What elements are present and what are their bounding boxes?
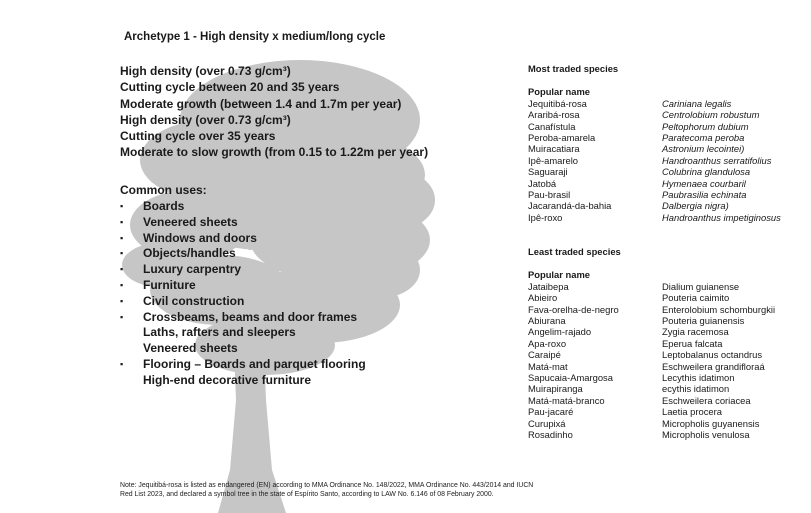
- scientific-name-cell: Enterolobium schomburgkii: [662, 303, 776, 315]
- characteristic-line: Cutting cycle between 20 and 35 years: [120, 80, 340, 95]
- scientific-name-cell: Dalbergia nigra): [662, 200, 729, 212]
- popular-name-cell: Ipê-amarelo: [528, 154, 579, 166]
- bullet-icon: ▪: [120, 295, 124, 306]
- scientific-name-cell: Micropholis venulosa: [662, 429, 750, 441]
- least-traded-species-section: [528, 246, 775, 441]
- species-row: [528, 326, 775, 337]
- scientific-name-cell: Centrolobium robustum: [662, 109, 760, 121]
- species-row: [528, 109, 781, 120]
- common-use-label: Flooring – Boards and parquet flooring: [143, 356, 366, 371]
- popular-name-cell: Jataibepa: [528, 280, 569, 292]
- popular-name-cell: Sapucaia-Amargosa: [528, 372, 613, 384]
- common-use-label: Civil construction: [143, 293, 245, 308]
- scientific-name-cell: Colubrina glandulosa: [662, 166, 751, 178]
- scientific-name-cell: Peltophorum dubium: [662, 120, 749, 132]
- species-row: [528, 121, 781, 132]
- popular-name-cell: Abieiro: [528, 292, 558, 304]
- common-use-item: [116, 373, 366, 389]
- species-row: [528, 315, 775, 326]
- common-use-item: [116, 262, 366, 278]
- common-use-label: Furniture: [143, 277, 196, 292]
- common-use-item: [116, 341, 366, 357]
- popular-name-cell: Angelim-rajado: [528, 326, 592, 338]
- scientific-name-cell: Handroanthus serratifolius: [662, 154, 772, 166]
- scientific-name-cell: Eschweilera coriacea: [662, 394, 751, 406]
- scientific-name-cell: Laetia procera: [662, 406, 722, 418]
- popular-name-cell: Muirapiranga: [528, 383, 583, 395]
- species-row: [528, 395, 775, 406]
- most-traded-species-section: [528, 63, 781, 223]
- scientific-name-cell: Paubrasilia echinata: [662, 189, 747, 201]
- scientific-name-cell: Paratecoma peroba: [662, 132, 745, 144]
- scientific-name-cell: Lecythis idatimon: [662, 372, 735, 384]
- species-row: [528, 292, 775, 303]
- common-use-label: Veneered sheets: [143, 214, 238, 229]
- popular-name-cell: Peroba-amarela: [528, 132, 596, 144]
- common-use-label: Laths, rafters and sleepers: [143, 325, 296, 340]
- popular-name-cell: Pau-jacaré: [528, 406, 574, 418]
- popular-name-cell: Jatobá: [528, 177, 557, 189]
- scientific-name-cell: Zygia racemosa: [662, 326, 729, 338]
- species-row: [528, 349, 775, 360]
- scientific-name-cell: Pouteria guianensis: [662, 315, 745, 327]
- popular-name-cell: Saguaraji: [528, 166, 568, 178]
- bullet-icon: ▪: [120, 279, 124, 290]
- characteristic-line: Cutting cycle over 35 years: [120, 129, 276, 144]
- popular-name-cell: Fava-orelha-de-negro: [528, 303, 619, 315]
- scientific-name-cell: Dialium guianense: [662, 280, 740, 292]
- species-row: [528, 372, 775, 383]
- characteristic-line: Moderate growth (between 1.4 and 1.7m per year): [120, 96, 402, 111]
- popular-name-cell: Muiracatiara: [528, 143, 580, 155]
- species-row: [528, 166, 781, 177]
- common-use-item: [116, 246, 366, 262]
- species-row: [528, 178, 781, 189]
- species-row: [528, 155, 781, 166]
- least-traded-table: [528, 281, 775, 441]
- common-use-item: [116, 278, 366, 294]
- most-traded-table: [528, 98, 781, 223]
- characteristic-line: Moderate to slow growth (from 0.15 to 1.22m per year): [120, 145, 429, 160]
- popular-name-cell: Ipê-roxo: [528, 211, 563, 223]
- species-row: [528, 338, 775, 349]
- popular-name-column-label: Popular name: [528, 269, 590, 281]
- species-row: [528, 361, 775, 372]
- scientific-name-cell: Astronium lecointei): [662, 143, 745, 155]
- species-row: [528, 132, 781, 143]
- popular-name-cell: Jequitibá-rosa: [528, 97, 587, 109]
- popular-name-cell: Matá-mat: [528, 360, 568, 372]
- most-traded-heading: Most traded species: [528, 63, 619, 74]
- common-uses-heading: Common uses:: [120, 183, 207, 197]
- common-use-item: [116, 294, 366, 310]
- common-use-item: [116, 310, 366, 326]
- common-use-item: [116, 357, 366, 373]
- common-use-label: Objects/handles: [143, 246, 236, 261]
- species-row: [528, 418, 775, 429]
- scientific-name-cell: Handroanthus impetiginosus: [662, 211, 781, 223]
- least-traded-heading: Least traded species: [528, 246, 621, 257]
- common-use-label: Luxury carpentry: [143, 262, 242, 277]
- popular-name-cell: Canafístula: [528, 120, 576, 132]
- common-use-label: Crossbeams, beams and door frames: [143, 309, 358, 324]
- scientific-name-cell: Hymenaea courbaril: [662, 177, 746, 189]
- scientific-name-cell: ecythis idatimon: [662, 383, 730, 395]
- popular-name-cell: Caraipé: [528, 349, 561, 361]
- bullet-icon: ▪: [120, 201, 124, 211]
- common-use-item: [116, 199, 366, 215]
- popular-name-cell: Matá-matá-branco: [528, 394, 605, 406]
- popular-name-cell: Pau-brasil: [528, 189, 571, 201]
- popular-name-cell: Jacarandá-da-bahia: [528, 200, 612, 212]
- species-row: [528, 406, 775, 417]
- characteristic-line: High density (over 0.73 g/cm³): [120, 64, 291, 78]
- bullet-icon: ▪: [120, 248, 124, 259]
- bullet-icon: ▪: [120, 311, 124, 322]
- characteristic-line: High density (over 0.73 g/cm³): [120, 112, 291, 127]
- popular-name-cell: Curupixá: [528, 417, 566, 429]
- page-title: Archetype 1 - High density x medium/long cycle: [124, 31, 386, 43]
- scientific-name-cell: Leptobalanus octandrus: [662, 349, 763, 361]
- scientific-name-cell: Cariniana legalis: [662, 97, 732, 109]
- popular-name-column-label: Popular name: [528, 86, 590, 98]
- wood-characteristics: [120, 63, 428, 161]
- bullet-icon: ▪: [120, 232, 124, 243]
- popular-name-cell: Apa-roxo: [528, 337, 567, 349]
- common-use-item: [116, 325, 366, 341]
- popular-name-cell: Rosadinho: [528, 429, 573, 441]
- scientific-name-cell: Micropholis guyanensis: [662, 417, 760, 429]
- bullet-icon: ▪: [120, 358, 124, 369]
- scientific-name-cell: Eperua falcata: [662, 337, 723, 349]
- popular-name-cell: Abiurana: [528, 315, 566, 327]
- species-row: [528, 212, 781, 223]
- popular-name-cell: Araribá-rosa: [528, 109, 580, 121]
- species-row: [528, 383, 775, 394]
- species-row: [528, 281, 775, 292]
- common-use-item: [116, 231, 366, 247]
- scientific-name-cell: Pouteria caimito: [662, 292, 730, 304]
- footnote: Note: Jequitibá-rosa is listed as endangered (EN) according to MMA Ordinance No. 148/2022, MMA Ordinance No. 443/2014 and IUCN Red List 2023, and declared a symbol tree in the state of Espírito Santo, according to LAW No. 6.146 of 08 February 2000.: [120, 482, 534, 498]
- species-row: [528, 200, 781, 211]
- bullet-icon: ▪: [120, 216, 124, 227]
- common-uses-list: [116, 199, 366, 389]
- common-use-label: Windows and doors: [143, 230, 257, 245]
- species-row: [528, 429, 775, 440]
- species-row: [528, 189, 781, 200]
- common-use-label: Veneered sheets: [143, 341, 238, 356]
- common-use-label: Boards: [143, 199, 185, 213]
- scientific-name-cell: Eschweilera grandifloraá: [662, 360, 765, 372]
- common-use-label: High-end decorative furniture: [143, 372, 312, 387]
- common-use-item: [116, 215, 366, 231]
- species-row: [528, 304, 775, 315]
- bullet-icon: ▪: [120, 264, 124, 275]
- species-row: [528, 143, 781, 154]
- species-row: [528, 98, 781, 109]
